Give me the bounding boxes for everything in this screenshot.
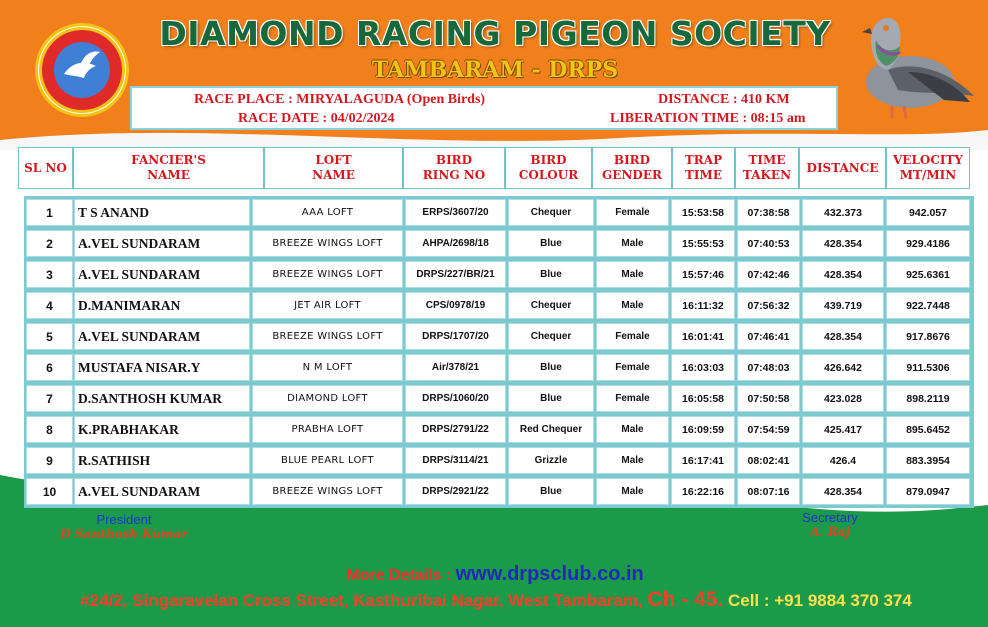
- cell-velocity: 898.2119: [886, 385, 970, 412]
- table-row: [24, 290, 974, 321]
- column-header: VELOCITY MT/MIN: [886, 147, 970, 189]
- column-header: TIME TAKEN: [735, 147, 799, 189]
- cell-time-taken: 07:40:53: [737, 230, 800, 257]
- cell-trap-time: 16:05:58: [671, 385, 735, 412]
- cell-sl-no: 9: [26, 447, 73, 474]
- cell-ring-no: DRPS/1707/20: [405, 323, 506, 350]
- cell-loft-name: BREEZE WINGS LOFT: [252, 261, 403, 288]
- cell-colour: Blue: [508, 230, 594, 257]
- address-pin: Ch - 45.: [647, 588, 724, 611]
- cell-distance: 428.354: [802, 323, 884, 350]
- cell-gender: Male: [596, 292, 669, 319]
- table-row: [24, 476, 974, 507]
- cell-loft-name: JET AIR LOFT: [252, 292, 403, 319]
- cell-gender: Male: [596, 230, 669, 257]
- cell-colour: Grizzle: [508, 447, 594, 474]
- cell-distance: 426.4: [802, 447, 884, 474]
- cell-time-taken: 07:50:58: [737, 385, 800, 412]
- cell-fancier-name: T S ANAND: [74, 199, 250, 226]
- cell-time-taken: 07:38:58: [737, 199, 800, 226]
- cell-number: Cell : +91 9884 370 374: [723, 591, 912, 610]
- table-row: [24, 445, 974, 476]
- cell-gender: Male: [596, 478, 669, 505]
- cell-ring-no: DRPS/3114/21: [405, 447, 506, 474]
- cell-distance: 432.373: [802, 199, 884, 226]
- cell-loft-name: PRABHA LOFT: [252, 416, 403, 443]
- cell-velocity: 925.6361: [886, 261, 970, 288]
- column-header: FANCIER'S NAME: [73, 147, 264, 189]
- race-distance: DISTANCE : 410 KM: [658, 92, 790, 107]
- table-row: [24, 352, 974, 383]
- cell-velocity: 911.5306: [886, 354, 970, 381]
- cell-distance: 428.354: [802, 478, 884, 505]
- cell-fancier-name: D.MANIMARAN: [74, 292, 250, 319]
- cell-fancier-name: D.SANTHOSH KUMAR: [74, 385, 250, 412]
- cell-colour: Chequer: [508, 292, 594, 319]
- cell-time-taken: 07:46:41: [737, 323, 800, 350]
- table-header: [18, 147, 970, 189]
- cell-sl-no: 6: [26, 354, 73, 381]
- cell-time-taken: 07:42:46: [737, 261, 800, 288]
- cell-velocity: 883.3954: [886, 447, 970, 474]
- president-role: President: [96, 512, 152, 527]
- cell-trap-time: 16:09:59: [671, 416, 735, 443]
- cell-sl-no: 4: [26, 292, 73, 319]
- cell-time-taken: 08:07:16: [737, 478, 800, 505]
- cell-gender: Male: [596, 261, 669, 288]
- cell-ring-no: DRPS/2791/22: [405, 416, 506, 443]
- cell-time-taken: 07:48:03: [737, 354, 800, 381]
- cell-gender: Female: [596, 199, 669, 226]
- cell-loft-name: BLUE PEARL LOFT: [252, 447, 403, 474]
- table-row: [24, 414, 974, 445]
- president-signature: [44, 512, 204, 541]
- table-row: [24, 383, 974, 414]
- cell-colour: Chequer: [508, 199, 594, 226]
- cell-distance: 426.642: [802, 354, 884, 381]
- cell-loft-name: DIAMOND LOFT: [252, 385, 403, 412]
- cell-ring-no: Air/378/21: [405, 354, 506, 381]
- cell-distance: 428.354: [802, 261, 884, 288]
- cell-fancier-name: A.VEL SUNDARAM: [74, 261, 250, 288]
- more-details: [250, 563, 740, 586]
- cell-loft-name: AAA LOFT: [252, 199, 403, 226]
- table-row: [24, 197, 974, 228]
- cell-ring-no: AHPA/2698/18: [405, 230, 506, 257]
- cell-velocity: 895.6452: [886, 416, 970, 443]
- cell-sl-no: 2: [26, 230, 73, 257]
- cell-fancier-name: K.PRABHAKAR: [74, 416, 250, 443]
- cell-gender: Male: [596, 447, 669, 474]
- table-row: [24, 321, 974, 352]
- footer-address: [16, 588, 976, 612]
- cell-velocity: 917.8676: [886, 323, 970, 350]
- cell-fancier-name: A.VEL SUNDARAM: [74, 323, 250, 350]
- cell-time-taken: 07:56:32: [737, 292, 800, 319]
- cell-sl-no: 1: [26, 199, 73, 226]
- cell-sl-no: 7: [26, 385, 73, 412]
- cell-gender: Female: [596, 323, 669, 350]
- cell-colour: Blue: [508, 478, 594, 505]
- table-row: [24, 259, 974, 290]
- cell-sl-no: 5: [26, 323, 73, 350]
- cell-sl-no: 10: [26, 478, 73, 505]
- results-table: [24, 196, 974, 508]
- more-details-label: More Details :: [346, 567, 456, 584]
- cell-trap-time: 16:01:41: [671, 323, 735, 350]
- secretary-role: Secretary: [802, 510, 858, 525]
- race-info-box: [130, 86, 838, 130]
- president-name: D Santhosh Kumar: [60, 527, 188, 541]
- cell-colour: Blue: [508, 354, 594, 381]
- cell-velocity: 879.0947: [886, 478, 970, 505]
- cell-fancier-name: R.SATHISH: [74, 447, 250, 474]
- cell-loft-name: BREEZE WINGS LOFT: [252, 230, 403, 257]
- column-header: TRAP TIME: [672, 147, 735, 189]
- cell-fancier-name: A.VEL SUNDARAM: [74, 230, 250, 257]
- cell-distance: 428.354: [802, 230, 884, 257]
- cell-distance: 423.028: [802, 385, 884, 412]
- cell-distance: 439.719: [802, 292, 884, 319]
- cell-ring-no: ERPS/3607/20: [405, 199, 506, 226]
- cell-trap-time: 16:03:03: [671, 354, 735, 381]
- cell-ring-no: DRPS/227/BR/21: [405, 261, 506, 288]
- cell-trap-time: 15:55:53: [671, 230, 735, 257]
- cell-loft-name: N M LOFT: [252, 354, 403, 381]
- cell-colour: Chequer: [508, 323, 594, 350]
- cell-gender: Female: [596, 385, 669, 412]
- cell-velocity: 929.4186: [886, 230, 970, 257]
- website-link[interactable]: www.drpsclub.co.in: [455, 563, 644, 585]
- race-date: RACE DATE : 04/02/2024: [238, 111, 395, 126]
- table-row: [24, 228, 974, 259]
- cell-gender: Female: [596, 354, 669, 381]
- cell-trap-time: 15:53:58: [671, 199, 735, 226]
- cell-trap-time: 16:22:16: [671, 478, 735, 505]
- cell-ring-no: CPS/0978/19: [405, 292, 506, 319]
- column-header: DISTANCE: [799, 147, 886, 189]
- column-header: BIRD RING NO: [403, 147, 505, 189]
- secretary-name: A. Raj: [809, 525, 851, 539]
- cell-ring-no: DRPS/1060/20: [405, 385, 506, 412]
- cell-sl-no: 3: [26, 261, 73, 288]
- cell-velocity: 942.057: [886, 199, 970, 226]
- cell-trap-time: 15:57:46: [671, 261, 735, 288]
- cell-trap-time: 16:11:32: [671, 292, 735, 319]
- society-title: DIAMOND RACING PIGEON SOCIETY: [159, 14, 831, 53]
- cell-colour: Red Chequer: [508, 416, 594, 443]
- society-subtitle: TAMBARAM - DRPS: [371, 57, 619, 83]
- cell-distance: 425.417: [802, 416, 884, 443]
- address-text: #24/2, Singaravelan Cross Street, Kasthuribai Nagar, West Tambaram,: [80, 591, 648, 610]
- pigeon-image: [848, 10, 978, 122]
- cell-trap-time: 16:17:41: [671, 447, 735, 474]
- society-logo: [34, 22, 130, 118]
- cell-sl-no: 8: [26, 416, 73, 443]
- cell-colour: Blue: [508, 385, 594, 412]
- cell-fancier-name: MUSTAFA NISAR.Y: [74, 354, 250, 381]
- cell-time-taken: 08:02:41: [737, 447, 800, 474]
- cell-velocity: 922.7448: [886, 292, 970, 319]
- cell-colour: Blue: [508, 261, 594, 288]
- cell-loft-name: BREEZE WINGS LOFT: [252, 323, 403, 350]
- cell-time-taken: 07:54:59: [737, 416, 800, 443]
- liberation-time: LIBERATION TIME : 08:15 am: [610, 111, 806, 126]
- column-header: BIRD COLOUR: [505, 147, 592, 189]
- column-header: SL NO: [18, 147, 73, 189]
- cell-gender: Male: [596, 416, 669, 443]
- column-header: LOFT NAME: [264, 147, 403, 189]
- secretary-signature: [780, 510, 880, 539]
- race-place: RACE PLACE : MIRYALAGUDA (Open Birds): [194, 92, 486, 107]
- cell-loft-name: BREEZE WINGS LOFT: [252, 478, 403, 505]
- cell-ring-no: DRPS/2921/22: [405, 478, 506, 505]
- cell-fancier-name: A.VEL SUNDARAM: [74, 478, 250, 505]
- column-header: BIRD GENDER: [592, 147, 672, 189]
